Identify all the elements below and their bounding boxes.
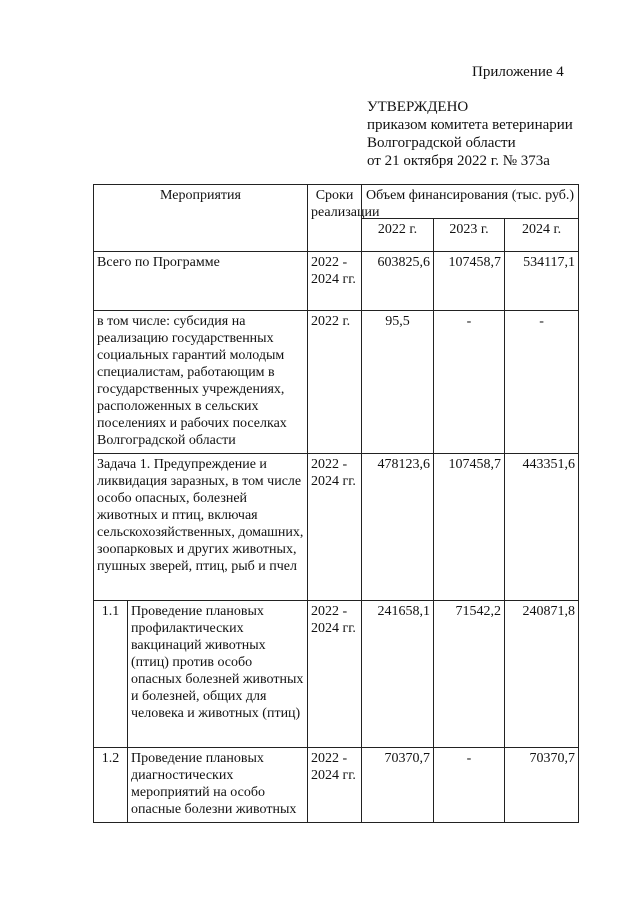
table-row [94,252,579,311]
row-term: 2022 - 2024 гг. [308,252,362,311]
header-activities: Мероприятия [94,185,308,252]
row-value-2022: 70370,7 [362,748,434,823]
row-value-2022: 241658,1 [362,601,434,748]
row-index: 1.1 [94,601,128,748]
row-value-2024: 443351,6 [505,454,579,601]
row-activity: Проведение плановых профилактических вакцинаций животных (птиц) против особо опасных болезней животных и болезней, общих для человека и животных (птиц) [128,601,308,748]
approval-block [367,98,573,170]
header-funding: Объем финансирования (тыс. руб.) [362,185,579,219]
row-value-2024: - [505,311,579,454]
order-line-2: Волгоградской области [367,135,516,151]
row-term: 2022 - 2024 гг. [308,748,362,823]
row-value-2022: 478123,6 [362,454,434,601]
row-activity: Задача 1. Предупреждение и ликвидация заразных, в том числе особо опасных, болезней животных и птиц, включая сельскохозяйственных, домашних, зоопарковых и других животных, пушных зверей, птиц, рыб и пчел [94,454,308,601]
row-value-2023: - [434,311,505,454]
row-value-2024: 240871,8 [505,601,579,748]
header-year-2022: 2022 г. [362,218,434,252]
row-term: 2022 - 2024 гг. [308,454,362,601]
table-row [94,454,579,601]
row-value-2023: - [434,748,505,823]
funding-table [93,184,579,823]
row-index: 1.2 [94,748,128,823]
row-activity: Всего по Программе [94,252,308,311]
order-line-3: от 21 октября 2022 г. № 373а [367,153,550,169]
header-terms: Сроки реализации [308,185,362,252]
row-value-2022: 95,5 [362,311,434,454]
row-activity: Проведение плановых диагностических мероприятий на особо опасные болезни животных [128,748,308,823]
table-row [94,311,579,454]
row-value-2023: 107458,7 [434,252,505,311]
row-value-2023: 71542,2 [434,601,505,748]
header-year-2023: 2023 г. [434,218,505,252]
header-year-2024: 2024 г. [505,218,579,252]
row-term: 2022 - 2024 гг. [308,601,362,748]
row-value-2024: 70370,7 [505,748,579,823]
table-row [94,748,579,823]
row-term: 2022 г. [308,311,362,454]
appendix-label: Приложение 4 [472,64,564,80]
row-value-2024: 534117,1 [505,252,579,311]
approved-stamp: УТВЕРЖДЕНО [367,99,469,115]
row-value-2022: 603825,6 [362,252,434,311]
row-value-2023: 107458,7 [434,454,505,601]
row-activity: в том числе: субсидия на реализацию государственных социальных гарантий молодым специалистам, работающим в государственных учреждениях, расположенных в сельских поселениях и рабочих поселках Волгоградской области [94,311,308,454]
table-row [94,601,579,748]
order-line-1: приказом комитета ветеринарии [367,117,573,133]
table-header-row [94,185,579,219]
